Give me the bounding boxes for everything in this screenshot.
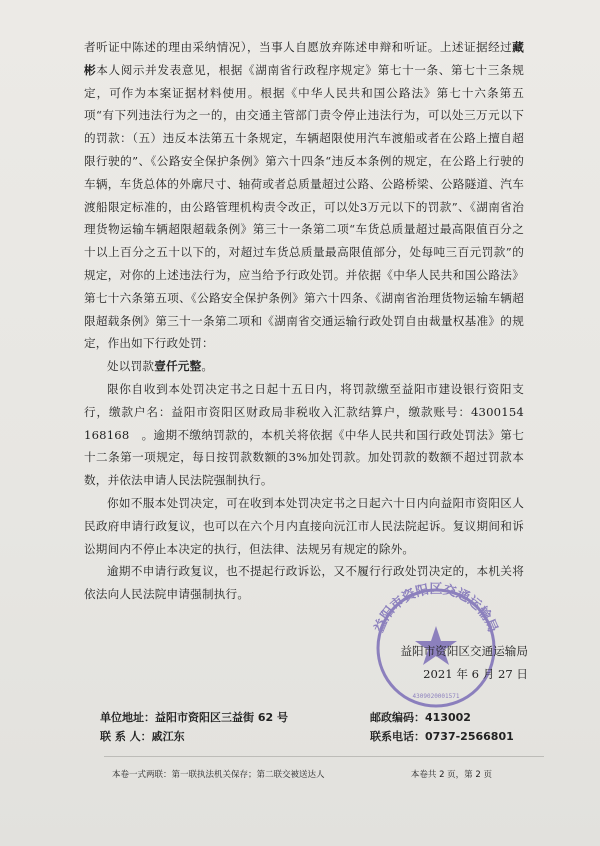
paragraph-penalty — [84, 355, 524, 378]
seal-text: 益阳市资阳区交通运输局 — [371, 582, 501, 635]
decision-body — [84, 36, 548, 606]
issue-date: 2021 年 6 月 27 日 — [423, 666, 528, 681]
signoff — [400, 640, 528, 686]
paragraph-appeal: 你如不服本处罚决定，可在收到本处罚决定书之日起六十日内向益阳市资阳区人民政府申请行政复议，也可以在六个月内直接向沅江市人民法院起诉。复议期间和诉讼期间内不停止本决定的执行，但法律、法规另有规定的除外。 — [84, 495, 524, 556]
seal-code: 4309020001571 — [412, 693, 460, 700]
page-indicator: 本卷共 2 页，第 2 页 — [410, 770, 492, 780]
copies-note: 本卷一式两联：第一联执法机关保存；第二联交被送达人 — [112, 770, 325, 780]
penalty-prefix: 处以罚款 — [107, 359, 155, 374]
issuing-agency: 益阳市资阳区交通运输局 — [400, 644, 528, 658]
paragraph-evidence — [84, 36, 536, 355]
contact-phone: 联系电话：0737-2566801 — [370, 730, 514, 743]
bottom-note — [112, 768, 492, 780]
party-name: 藏 彬 — [84, 40, 536, 77]
footer-divider — [104, 756, 544, 757]
postal-code: 邮政编码：413002 — [370, 711, 471, 724]
paragraph-evidence-rest: 本人阅示并发表意见，根据《湖南省行政程序规定》第七十一条、第七十三条规定，可作为本案证据材料使用。根据《中华人民共和国公路法》第七十六条第五项“有下列违法行为之一的，由交通主管部门责令停止违法行为，可以处三万元以下的罚款：（五）违反本法第五十条规定，车辆超限使用汽车渡船或者在公路上擅自超限行驶的”、《公路安全保护条例》第六十四条“违反本条例的规定，在公路上行驶的车辆，车货总体的外廓尺寸、轴荷或者总质量超过公路、公路桥梁、公路隧道、汽车渡船限定标准的，由公路管理机构责令改正，可以处3万元以下的罚款”、《湖南省治理货物运输车辆超限超载条例》第三十一条第二项“车货总质量超过最高限值百分之十以上百分之五十以下的，对超过车货总质量最高限值部分，处每吨三百元罚款”的规定，对你的上述违法行为，应当给予行政处罚。并依据《中华人民共和国公路法》第七十六条第五项、《公路安全保护条例》第六十四条、《湖南省治理货物运输车辆超限超载条例》第三十一条第二项和《湖南省交通运输行政处罚自由裁量权基准》的规定，作出如下行政处罚： — [84, 62, 524, 351]
footer-contacts — [100, 708, 540, 746]
penalty-amount: 壹仟元整 — [154, 359, 202, 374]
paragraph-payment: 限你自收到本处罚决定书之日起十五日内，将罚款缴至益阳市建设银行资阳支行，缴款户名：益阳市资阳区财政局非税收入汇款结算户，缴款账号：4300154 168168 。逾期不缴纳罚款的，本机关将依据《中华人民共和国行政处罚法》第七十二条第一项规定，每日按罚款数额的3%加处罚款。加处罚款的数额不超过罚款本数，并依法申请人民法院强制执行。 — [84, 381, 548, 488]
penalty-suffix: 。 — [201, 359, 214, 374]
unit-address: 单位地址：益阳市资阳区三益街 62 号 — [100, 711, 288, 724]
paragraph-evidence-text: 者听证中陈述的理由采纳情况），当事人自愿放弃陈述申辩和听证。上述证据经过 — [84, 40, 513, 54]
paragraph-enforcement: 逾期不申请行政复议，也不提起行政诉讼，又不履行行政处罚决定的，本机关将依法向人民法院申请强制执行。 — [84, 564, 524, 602]
contact-person: 联 系 人：戚江东 — [100, 730, 185, 743]
